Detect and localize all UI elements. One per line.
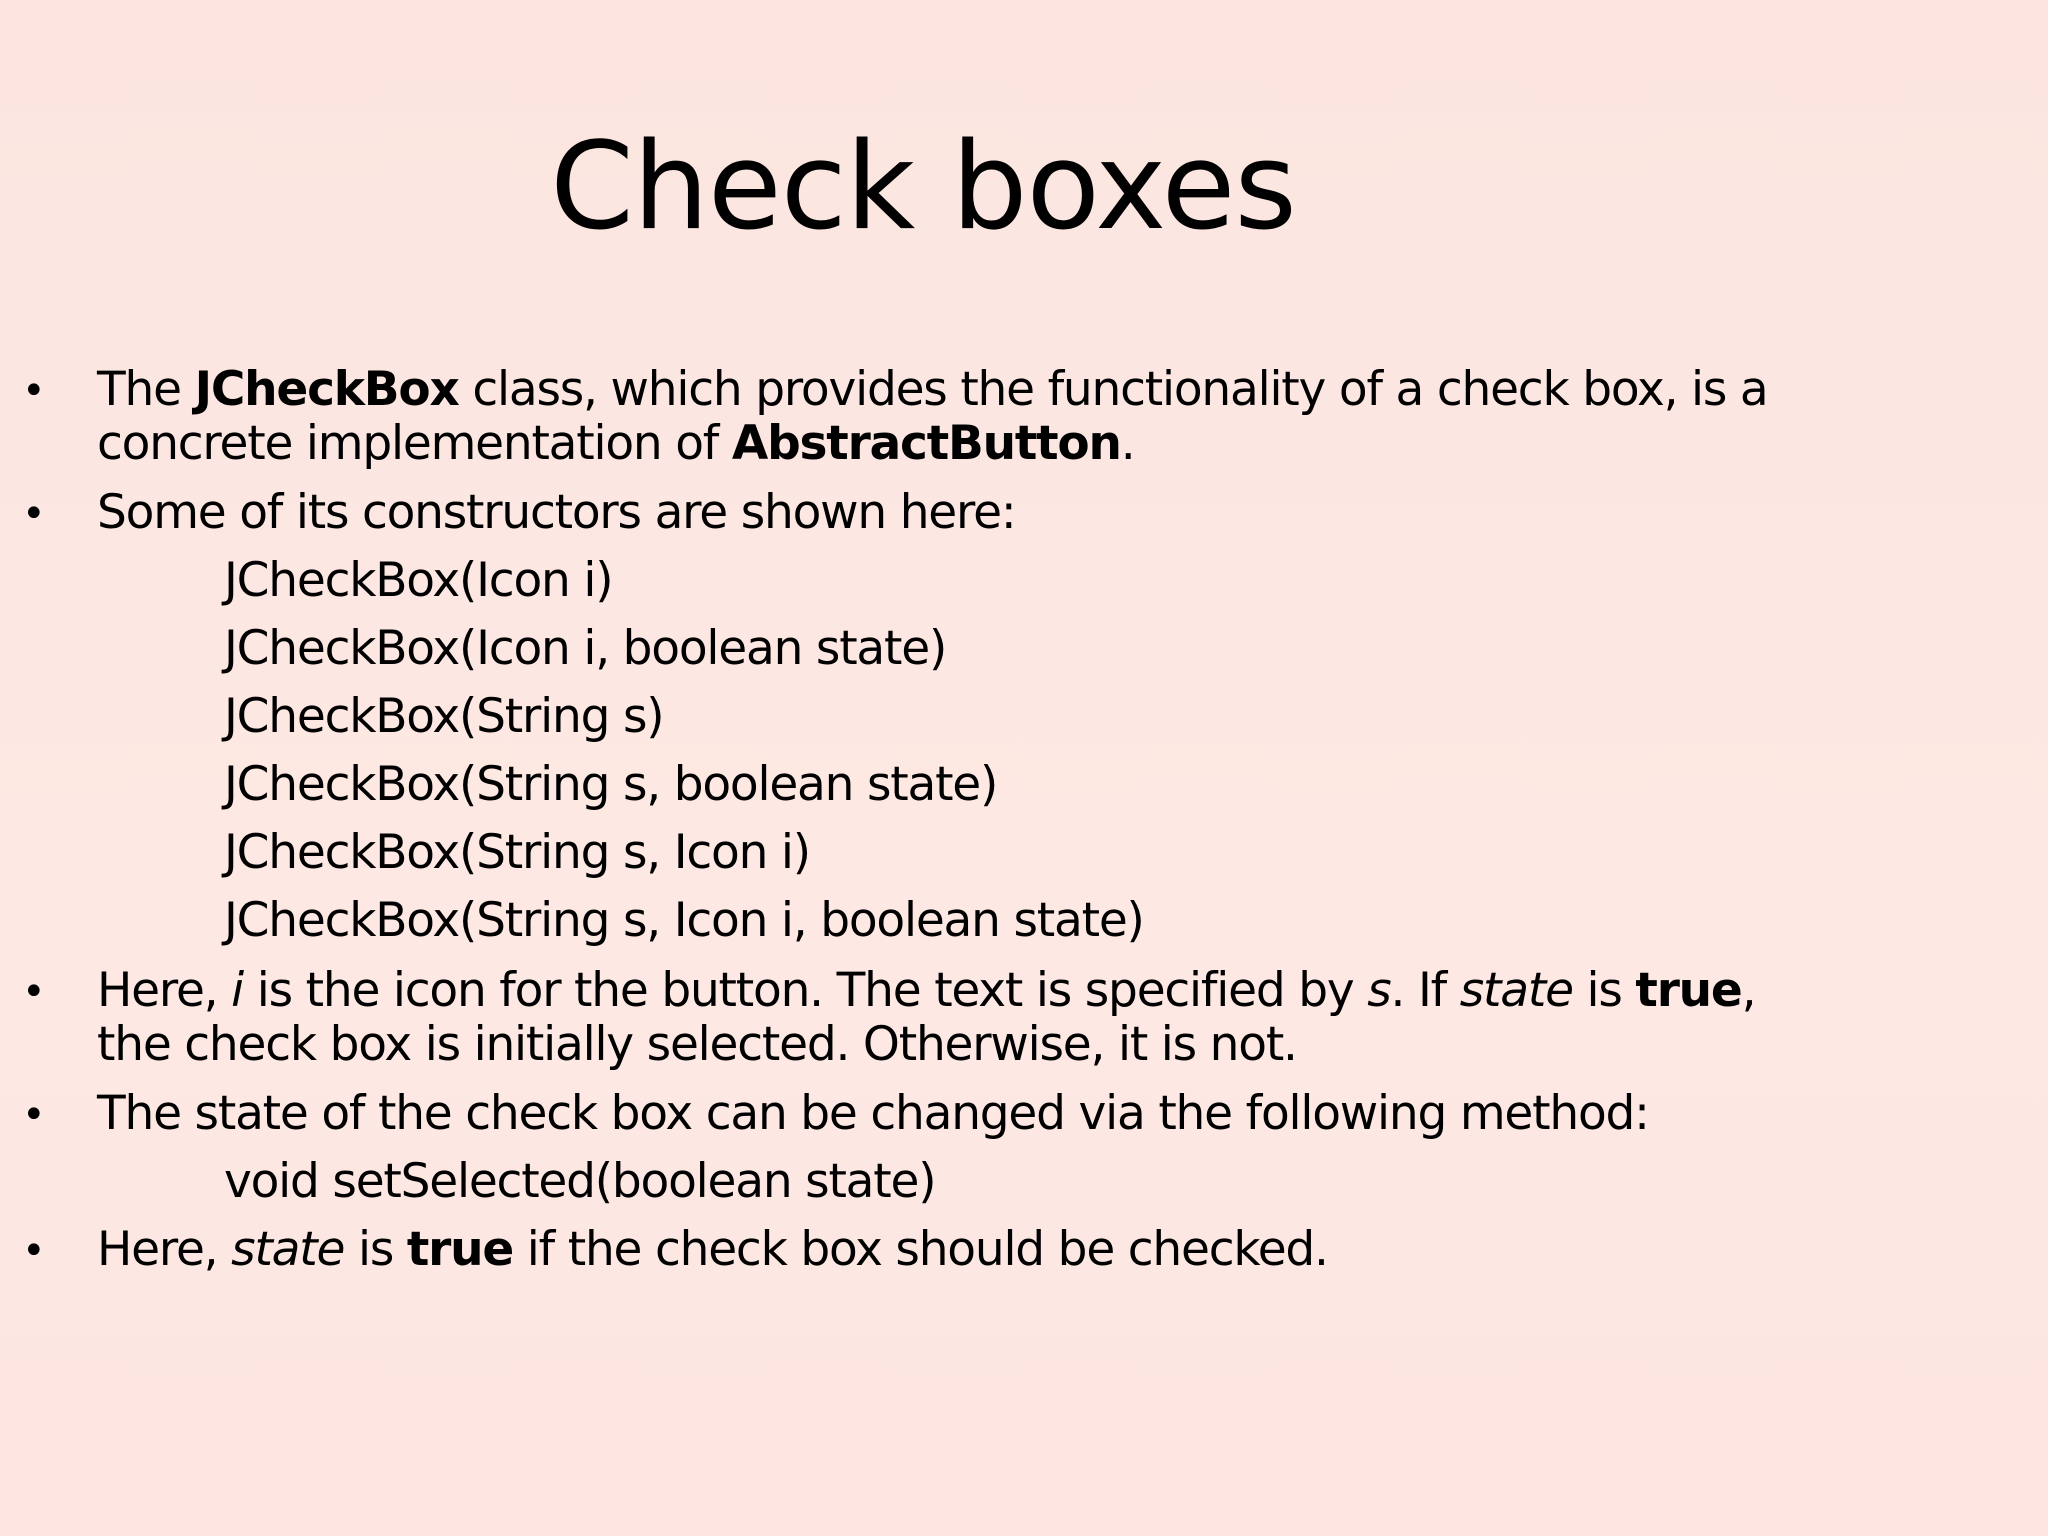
text-run: The bbox=[97, 362, 195, 417]
text-run: Here, bbox=[97, 963, 232, 1018]
bold-term: true bbox=[1635, 963, 1742, 1018]
text-run: concrete implementation of bbox=[97, 416, 732, 471]
italic-term: state bbox=[231, 1222, 345, 1277]
text-run: is bbox=[344, 1222, 407, 1277]
italic-term: s bbox=[1367, 963, 1391, 1018]
bullet-3-line-1 bbox=[97, 963, 1755, 1018]
bullet-1-line-1 bbox=[97, 362, 1768, 417]
text-run: if the check box should be checked. bbox=[513, 1222, 1328, 1277]
slide-title: Check boxes bbox=[550, 118, 1296, 257]
bullet-2-text: Some of its constructors are shown here: bbox=[97, 485, 1016, 540]
bullet-dot: • bbox=[22, 1228, 45, 1274]
constructor-3: JCheckBox(String s) bbox=[224, 689, 664, 744]
text-run: class, which provides the functionality of a check box, is a bbox=[458, 362, 1768, 417]
text-run: , bbox=[1741, 963, 1756, 1018]
text-run: is bbox=[1572, 963, 1636, 1018]
italic-term: state bbox=[1459, 963, 1573, 1018]
italic-term: i bbox=[231, 963, 244, 1018]
bullet-dot: • bbox=[22, 969, 45, 1015]
bullet-3-line-2: the check box is initially selected. Otherwise, it is not. bbox=[97, 1017, 1297, 1072]
class-name-jcheckbox: JCheckBox bbox=[194, 362, 459, 417]
text-run: . bbox=[1120, 416, 1135, 471]
constructor-5: JCheckBox(String s, Icon i) bbox=[224, 825, 810, 880]
bold-term: true bbox=[406, 1222, 514, 1277]
bullet-dot: • bbox=[22, 368, 45, 414]
constructor-6: JCheckBox(String s, Icon i, boolean state) bbox=[224, 893, 1144, 948]
bullet-4-text: The state of the check box can be changed via the following method: bbox=[97, 1086, 1649, 1141]
bullet-1-line-2 bbox=[97, 416, 1135, 471]
constructor-1: JCheckBox(Icon i) bbox=[224, 553, 613, 608]
bullet-dot: • bbox=[22, 1092, 45, 1138]
constructor-4: JCheckBox(String s, boolean state) bbox=[224, 757, 998, 812]
class-name-abstractbutton: AbstractButton bbox=[731, 416, 1121, 471]
text-run: is the icon for the button. The text is specified by bbox=[243, 963, 1368, 1018]
constructor-2: JCheckBox(Icon i, boolean state) bbox=[224, 621, 947, 676]
bullet-dot: • bbox=[22, 491, 45, 537]
text-run: Here, bbox=[97, 1222, 232, 1277]
method-signature: void setSelected(boolean state) bbox=[224, 1154, 936, 1209]
text-run: . If bbox=[1390, 963, 1460, 1018]
bullet-5-text bbox=[97, 1222, 1328, 1277]
